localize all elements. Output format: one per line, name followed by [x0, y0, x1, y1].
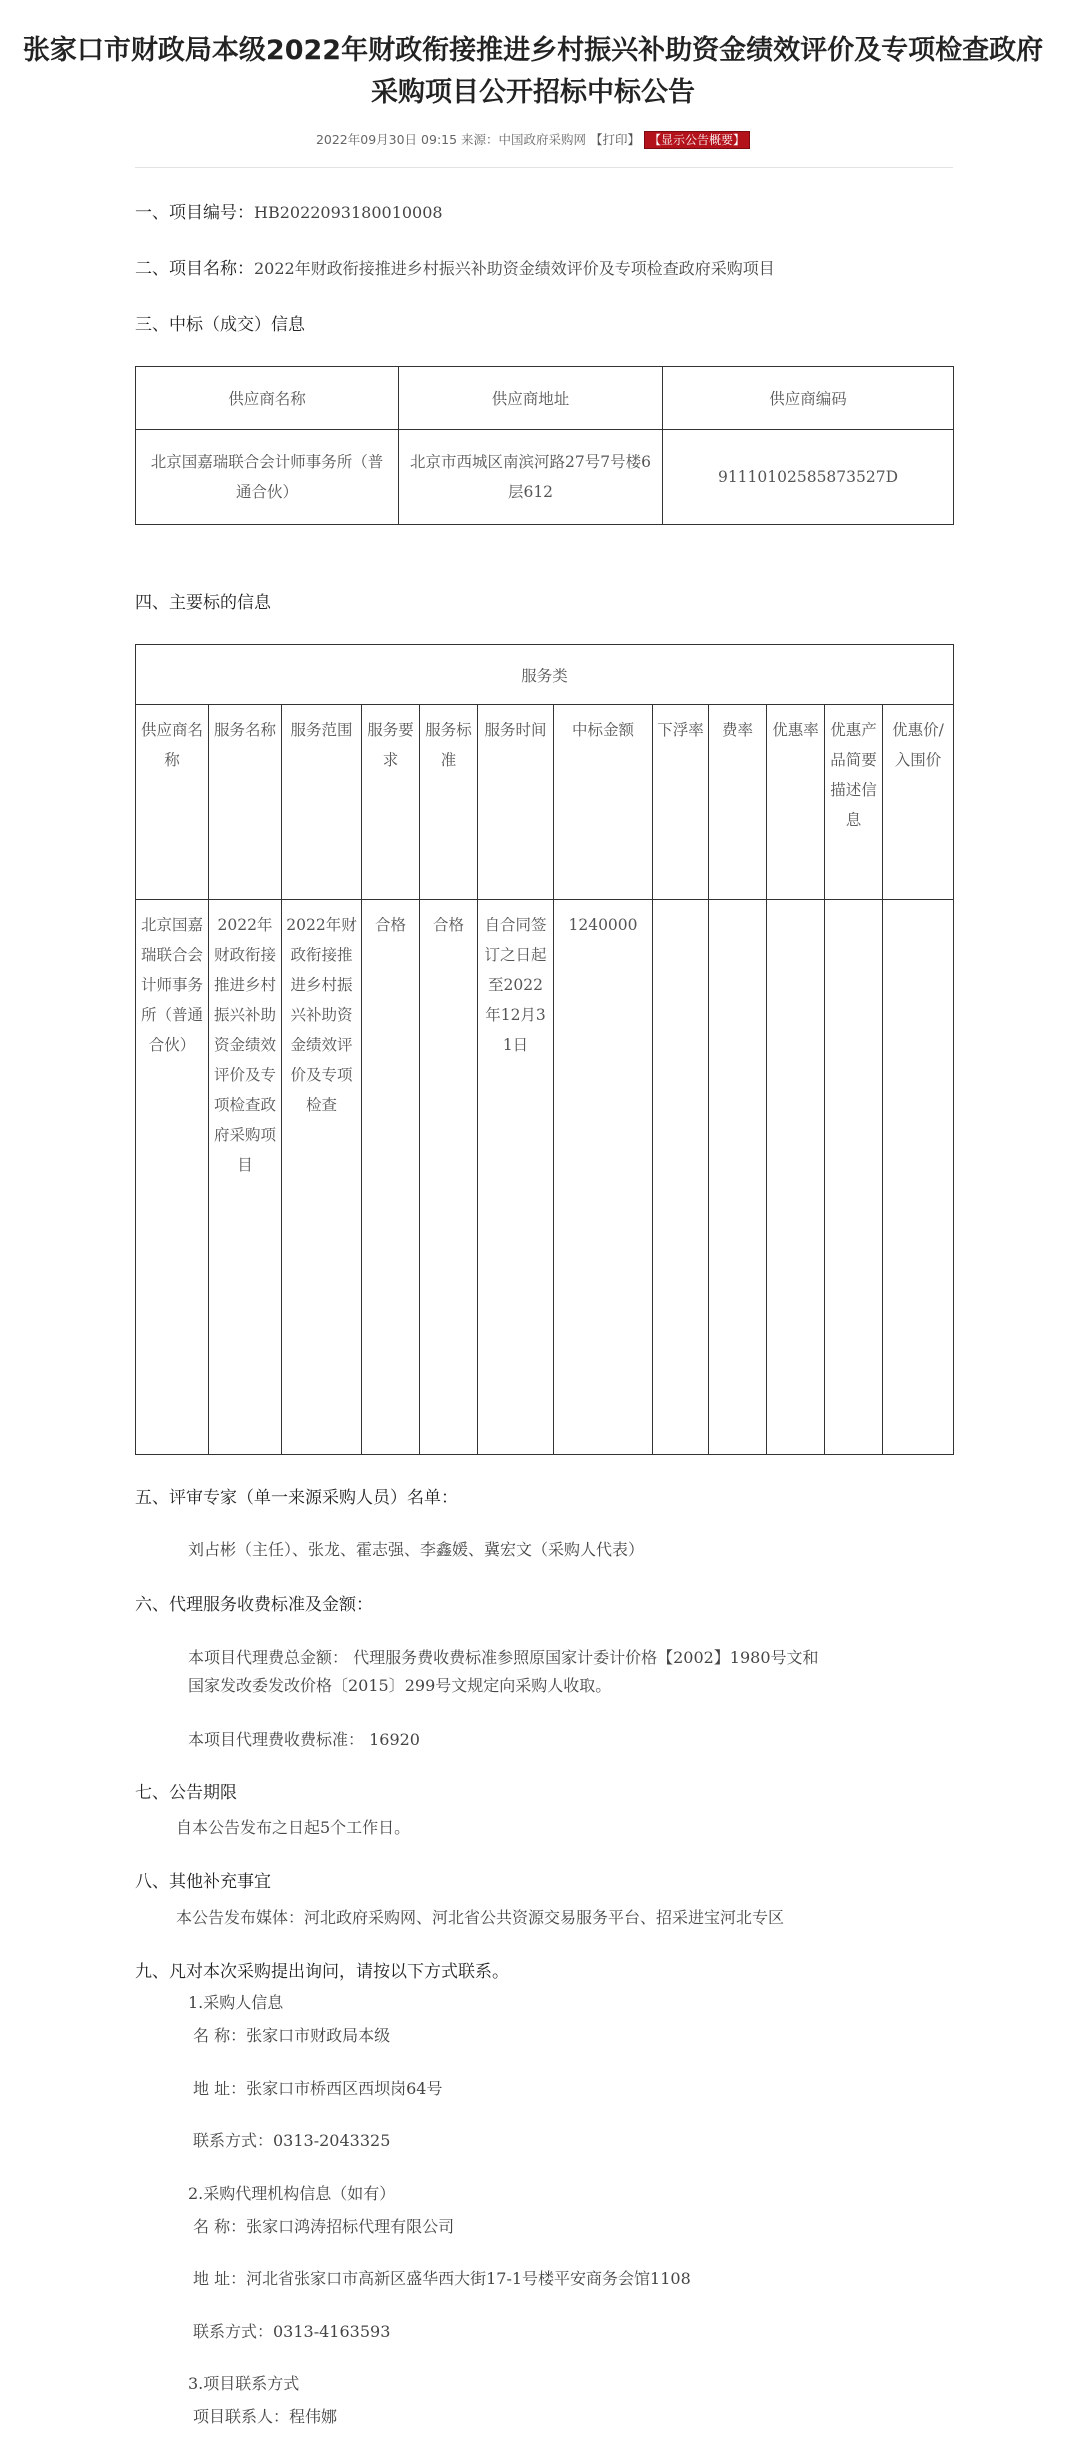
header-cell: 服务要求: [362, 705, 420, 900]
purchaser-contact: 联系方式：0313-2043325: [193, 2131, 391, 2150]
cell-bid-amount: 1240000: [554, 900, 653, 1455]
cell-service-name: 2022年财政衔接推进乡村振兴补助资金绩效评价及专项检查政府采购项目: [209, 900, 282, 1455]
agency-fee-standard: 本项目代理费收费标准： 16920: [188, 1730, 420, 1749]
header-supplier-name: 供应商名称: [136, 367, 399, 430]
agency-info-title: 2.采购代理机构信息（如有）: [188, 2184, 396, 2203]
section-contact: 九、凡对本次采购提出询问，请按以下方式联系。: [135, 1962, 509, 1982]
header-cell: 优惠价/入围价: [883, 705, 954, 900]
project-contact-person: 项目联系人：程伟娜: [193, 2407, 338, 2426]
purchaser-info-title: 1.采购人信息: [188, 1993, 284, 2012]
award-table: [135, 366, 954, 525]
section-other-matters: 八、其他补充事宜: [135, 1872, 271, 1892]
cell-fee-rate: [709, 900, 767, 1455]
meta-line: [0, 131, 1066, 149]
section-agency-fee: 六、代理服务收费标准及金额：: [135, 1595, 373, 1615]
purchaser-name: 名 称：张家口市财政局本级: [193, 2026, 391, 2045]
header-cell: 服务标准: [420, 705, 478, 900]
agency-name: 名 称：张家口鸿涛招标代理有限公司: [193, 2217, 455, 2236]
cell-service-requirement: 合格: [362, 900, 420, 1455]
other-matters-text: 本公告发布媒体：河北政府采购网、河北省公共资源交易服务平台、招采进宝河北专区: [176, 1908, 785, 1927]
section-project-name: [135, 257, 775, 281]
table-header-row: [136, 705, 954, 900]
table-row: [136, 900, 954, 1455]
header-cell: 优惠率: [767, 705, 825, 900]
cell-preferential-desc: [825, 900, 883, 1455]
cell-service-standard: 合格: [420, 900, 478, 1455]
header-cell: 费率: [709, 705, 767, 900]
section-project-number: [135, 201, 443, 225]
supplier-code: 91110102585873527D: [663, 430, 954, 525]
experts-list: 刘占彬（主任）、张龙、霍志强、李鑫媛、冀宏文（采购人代表）: [188, 1540, 645, 1559]
project-name: 2022年财政衔接推进乡村振兴补助资金绩效评价及专项检查政府采购项目: [254, 259, 775, 278]
subject-table: [135, 644, 954, 1455]
agency-fee-total-line1: 本项目代理费总金额： 代理服务费收费标准参照原国家计委计价格【2002】1980号文和: [188, 1648, 819, 1667]
agency-contact: 联系方式：0313-4163593: [193, 2322, 391, 2341]
category-row: [136, 645, 954, 705]
header-cell: 供应商名称: [136, 705, 209, 900]
purchaser-address: 地 址：张家口市桥西区西坝岗64号: [193, 2079, 443, 2098]
cell-service-scope: 2022年财政衔接推进乡村振兴补助资金绩效评价及专项检查: [282, 900, 362, 1455]
cell-preferential-price: [883, 900, 954, 1455]
cell-preferential-rate: [767, 900, 825, 1455]
cell-service-time: 自合同签订之日起至2022年12月31日: [478, 900, 554, 1455]
header-cell: 服务名称: [209, 705, 282, 900]
header-supplier-address: 供应商地址: [399, 367, 663, 430]
notice-period-text: 自本公告发布之日起5个工作日。: [176, 1818, 411, 1837]
section-experts: 五、评审专家（单一来源采购人员）名单：: [135, 1488, 458, 1508]
header-cell: 下浮率: [653, 705, 709, 900]
section-award-info: 三、中标（成交）信息: [135, 315, 305, 335]
header-supplier-code: 供应商编码: [663, 367, 954, 430]
cell-supplier-name: 北京国嘉瑞联合会计师事务所（普通合伙）: [136, 900, 209, 1455]
publish-datetime: 2022年09月30日 09:15: [315, 132, 458, 147]
print-link[interactable]: 【打印】: [590, 132, 641, 147]
supplier-address: 北京市西城区南滨河路27号7号楼6层612: [399, 430, 663, 525]
supplier-name: 北京国嘉瑞联合会计师事务所（普通合伙）: [136, 430, 399, 525]
project-contact-title: 3.项目联系方式: [188, 2374, 300, 2393]
table-row: [136, 430, 954, 525]
section-label: 一、项目编号：: [135, 203, 254, 223]
category-cell: 服务类: [136, 645, 954, 705]
header-cell: 服务范围: [282, 705, 362, 900]
section-main-subject: 四、主要标的信息: [135, 593, 271, 613]
header-cell: 服务时间: [478, 705, 554, 900]
show-summary-button[interactable]: 【显示公告概要】: [644, 131, 750, 149]
source: 来源：中国政府采购网: [461, 132, 587, 147]
divider: [135, 167, 953, 168]
agency-fee-total-line2: 国家发改委发改价格〔2015〕299号文规定向采购人收取。: [188, 1676, 612, 1695]
agency-address: 地 址：河北省张家口市高新区盛华西大街17-1号楼平安商务会馆1108: [193, 2269, 691, 2288]
header-cell: 优惠产品简要描述信息: [825, 705, 883, 900]
cell-discount-rate: [653, 900, 709, 1455]
table-header-row: [136, 367, 954, 430]
section-label: 二、项目名称：: [135, 259, 254, 279]
section-notice-period: 七、公告期限: [135, 1783, 237, 1803]
page-title: 张家口市财政局本级2022年财政衔接推进乡村振兴补助资金绩效评价及专项检查政府采购项目公开招标中标公告: [22, 35, 1044, 108]
header-cell: 中标金额: [554, 705, 653, 900]
project-number: HB2022093180010008: [254, 203, 443, 222]
